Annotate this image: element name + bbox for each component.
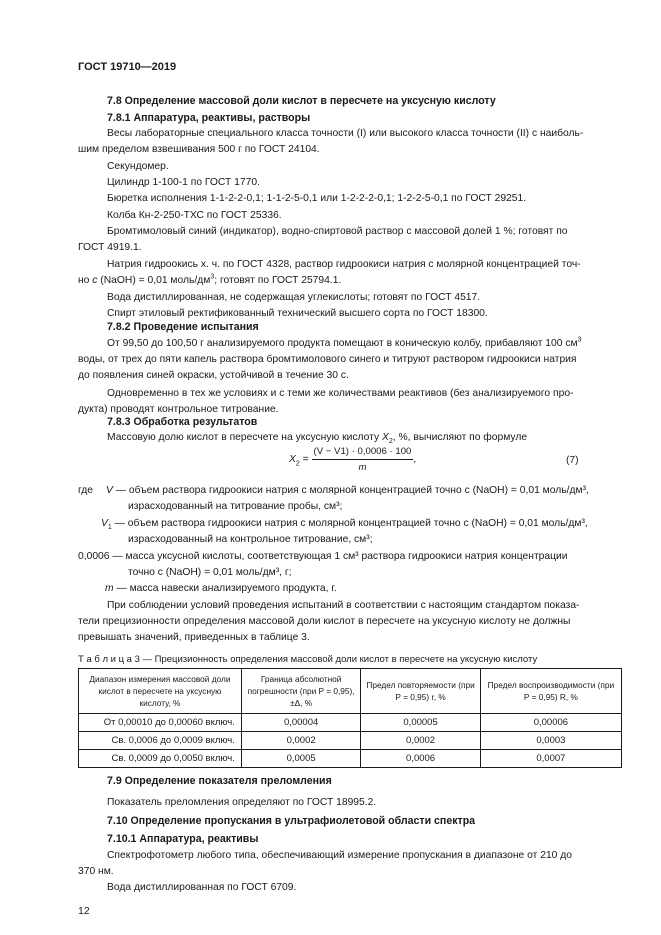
section-7-10-title: 7.10 Определение пропускания в ультрафиолетовой области спектра	[107, 815, 476, 827]
definition-v1-cont: израсходованный на контрольное титрование, см³;	[128, 534, 373, 545]
text-line: Натрия гидроокись х. ч. по ГОСТ 4328, раствор гидроокиси натрия с молярной концентрацией точ-	[107, 259, 581, 270]
where-label: где	[78, 485, 94, 496]
table-cell: 0,0005	[241, 750, 360, 768]
table-cell: 0,0003	[480, 732, 621, 750]
table-header-cell: Граница абсолютной погрешности (при P = 0,95), ±Δ, %	[241, 669, 360, 714]
text-line: Спектрофотометр любого типа, обеспечивающий измерение пропускания в диапазоне от 210 до	[107, 850, 572, 861]
text-line: Показатель преломления определяют по ГОСТ 18995.2.	[107, 797, 377, 808]
text-line: Массовую долю кислот в пересчете на уксусную кислоту $X_2$, %, вычисляют по формуле	[107, 432, 528, 446]
table-cell: 0,00004	[241, 714, 360, 732]
text-line: Бюретка исполнения 1-1-2-2-0,1; 1-1-2-5-0,1 или 1-2-2-2-0,1; 1-2-2-5-0,1 по ГОСТ 29251.	[107, 193, 527, 204]
precision-table	[78, 668, 622, 768]
text-line: но c (NaOH) = 0,01 моль/$дм^3$; готовят по ГОСТ 25794.1.	[78, 273, 342, 286]
definition-v: V — объем раствора гидроокиси натрия с молярной концентрацией точно c (NaOH) = 0,01 моль/дм³,	[106, 485, 589, 496]
table-row	[79, 714, 622, 732]
formula-numerator: (V − V1) · 0,0006 · 100	[312, 446, 414, 460]
text-line: превышать значений, приведенных в таблице 3.	[78, 632, 310, 643]
table-header-cell: Предел повторяемости (при P = 0,95) r, %	[361, 669, 480, 714]
table-header-cell: Предел воспроизводимости (при P = 0,95) R, %	[480, 669, 621, 714]
text-line: ГОСТ 4919.1.	[78, 242, 142, 253]
text-line: воды, от трех до пяти капель раствора бромтимолового синего и титруют раствором гидроокиси натрия	[78, 354, 577, 365]
definition-constant: 0,0006 — масса уксусной кислоты, соответствующая 1 см³ раствора гидроокиси натрия концентрации	[78, 551, 568, 562]
document-code-header: ГОСТ 19710—2019	[78, 61, 177, 73]
text-line: Весы лабораторные специального класса точности (I) или высокого класса точности (II) с наиболь-	[107, 128, 584, 139]
table-header-row	[79, 669, 622, 714]
section-7-9-title: 7.9 Определение показателя преломления	[107, 775, 332, 787]
section-7-8-2-title: 7.8.2 Проведение испытания	[107, 321, 259, 333]
definition-v-cont: израсходованный на титрование пробы, см³;	[128, 501, 343, 512]
table-cell: Св. 0,0009 до 0,0050 включ.	[79, 750, 242, 768]
text-line: Одновременно в тех же условиях и с теми же количествами реактивов (без анализируемого про-	[107, 388, 574, 399]
text-line: 370 нм.	[78, 866, 114, 877]
table-cell: Св. 0,0006 до 0,0009 включ.	[79, 732, 242, 750]
table-cell: 0,00006	[480, 714, 621, 732]
section-7-8-3-title: 7.8.3 Обработка результатов	[107, 416, 258, 428]
text-line: Спирт этиловый ректификованный технический высшего сорта по ГОСТ 18300.	[107, 308, 488, 319]
text-line: до появления синей окраски, устойчивой в течение 30 с.	[78, 370, 349, 381]
text-line: Колба Кн-2-250-ТХС по ГОСТ 25336.	[107, 210, 282, 221]
text-line: Вода дистиллированная, не содержащая углекислоты; готовят по ГОСТ 4517.	[107, 292, 481, 303]
text-line: При соблюдении условий проведения испытаний в соответствии с настоящим стандартом показа-	[107, 600, 580, 611]
table-cell: 0,0002	[361, 732, 480, 750]
table-header-cell: Диапазон измерения массовой доли кислот в пересчете на уксусную кислоту, %	[79, 669, 242, 714]
text-line: шим пределом взвешивания 500 г по ГОСТ 24104.	[78, 144, 320, 155]
text-line: дукта) проводят контрольное титрование.	[78, 404, 279, 415]
text-line: Вода дистиллированная по ГОСТ 6709.	[107, 882, 297, 893]
formula-7: $X_2$ = $\frac{(V - V1) \cdot 0,0006 \cdot 100}{m}$ ,	[289, 446, 417, 473]
table-cell: 0,0002	[241, 732, 360, 750]
table-cell: 0,0007	[480, 750, 621, 768]
page-number: 12	[78, 905, 90, 917]
text-line: Секундомер.	[107, 161, 169, 172]
table-cell: От 0,00010 до 0,00060 включ.	[79, 714, 242, 732]
definition-constant-cont: точно c (NaOH) = 0,01 моль/дм³, г;	[128, 567, 292, 578]
table-3-caption: Т а б л и ц а 3 — Прецизионность определения массовой доли кислот в пересчете на уксусную кислоту	[78, 654, 538, 665]
table-row	[79, 750, 622, 768]
formula-number: (7)	[566, 455, 579, 466]
section-7-8-1-title: 7.8.1 Аппаратура, реактивы, растворы	[107, 112, 311, 124]
table-cell: 0,0006	[361, 750, 480, 768]
table-cell: 0,00005	[361, 714, 480, 732]
text-line: Бромтимоловый синий (индикатор), водно-спиртовой раствор с массовой долей 1 %; готовят по	[107, 226, 568, 237]
table-row	[79, 732, 622, 750]
text-line: Цилиндр 1-100-1 по ГОСТ 1770.	[107, 177, 260, 188]
text-line: От 99,50 до 100,50 г анализируемого продукта помещают в коническую колбу, прибавляют 100 $см^3$	[107, 336, 582, 349]
definition-m: m — масса навески анализируемого продукта, г.	[105, 583, 337, 594]
section-7-10-1-title: 7.10.1 Аппаратура, реактивы	[107, 833, 259, 845]
formula-denominator: m	[358, 462, 367, 473]
text-line: тели прецизионности определения массовой доли кислот в пересчете на уксусную кислоту не должны	[78, 616, 571, 627]
definition-v1: $V_1$ — объем раствора гидроокиси натрия с молярной концентрацией точно c (NaOH) = 0,01 моль/дм³,	[101, 518, 588, 532]
section-7-8-title: 7.8 Определение массовой доли кислот в пересчете на уксусную кислоту	[107, 95, 496, 107]
